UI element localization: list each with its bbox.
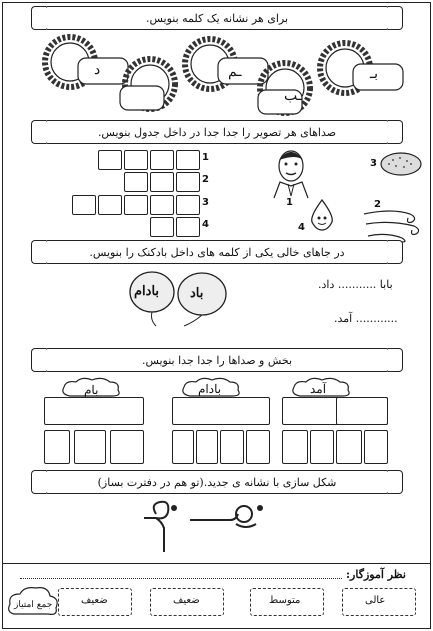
picture-number-3: 3 (370, 158, 377, 169)
rating-excellent-label: عالی (365, 595, 386, 606)
syllable-box[interactable] (336, 397, 388, 425)
picture-number-2: 2 (374, 199, 381, 210)
rating-average[interactable] (250, 588, 324, 616)
rating-excellent[interactable] (342, 588, 416, 616)
rating-weak-2-label: ضعیف (81, 595, 108, 606)
row-number-2: 2 (202, 174, 209, 185)
section1-title-text: برای هر نشانه یک کلمه بنویس. (145, 11, 289, 25)
score-badge-label: جمع امتیاز (14, 600, 53, 610)
section2-title (44, 120, 390, 144)
grid-cell[interactable] (124, 150, 148, 170)
sound-box[interactable] (44, 430, 70, 464)
grid-cell[interactable] (98, 195, 122, 215)
grid-cell[interactable] (72, 195, 96, 215)
rating-weak-2[interactable] (58, 588, 132, 616)
section2-title-text: صداهای هر تصویر را جدا جدا در داخل جدول بنویس. (97, 125, 337, 139)
sound-box[interactable] (172, 430, 194, 464)
section5-title (44, 470, 390, 494)
section4-title (44, 348, 390, 372)
syllable-box[interactable] (44, 397, 144, 425)
footer-divider (2, 563, 431, 564)
fill-line-1[interactable]: بابا ........... داد. (318, 278, 393, 291)
picture-number-4: 4 (298, 222, 305, 233)
letter-mim: ـم (228, 64, 242, 80)
grid-cell[interactable] (150, 195, 174, 215)
rating-weak[interactable] (150, 588, 224, 616)
letter-be-1: بـ (370, 66, 378, 82)
grid-cell[interactable] (124, 172, 148, 192)
sound-box[interactable] (364, 430, 388, 464)
sound-box[interactable] (196, 430, 218, 464)
bread-picture-icon (378, 150, 424, 178)
cloud-word-badam: بادام (198, 382, 222, 396)
sound-box[interactable] (282, 430, 308, 464)
section3-title-text: در جاهای خالی یکی از کلمه های داخل بادکنک را بنویس. (89, 245, 345, 259)
section3-title (44, 240, 390, 264)
grid-cell[interactable] (124, 195, 148, 215)
wind-picture-icon (362, 206, 424, 244)
picture-number-1: 1 (286, 197, 293, 208)
grid-cell[interactable] (98, 150, 122, 170)
sound-box[interactable] (110, 430, 144, 464)
rating-weak-label: ضعیف (173, 595, 200, 606)
cloud-word-bam: بام (84, 383, 99, 397)
grid-cell[interactable] (176, 195, 200, 215)
sound-box[interactable] (336, 430, 362, 464)
section1-title (44, 6, 390, 30)
sound-box[interactable] (310, 430, 334, 464)
grid-cell[interactable] (150, 150, 174, 170)
sound-box[interactable] (220, 430, 244, 464)
row-number-4: 4 (202, 219, 209, 230)
section5-title-text: شکل سازی با نشانه ی جدید.(تو هم در دفترت بساز) (97, 475, 337, 489)
drop-picture-icon (306, 198, 338, 232)
shape-letters-icon (140, 500, 280, 556)
grid-cell[interactable] (176, 217, 200, 237)
grid-cell[interactable] (176, 172, 200, 192)
row-number-1: 1 (202, 152, 209, 163)
letter-dal: د (94, 62, 101, 78)
fill-line-2[interactable]: ............ آمد. (334, 312, 398, 325)
grid-cell[interactable] (150, 172, 174, 192)
letter-be-2: ـب (284, 88, 302, 104)
teacher-comment-label: نظر آموزگار: (346, 568, 406, 581)
section4-title-text: بخش و صداها را جدا جدا بنویس. (141, 353, 293, 367)
cloud-word-amad: آمد (310, 382, 327, 396)
grid-cell[interactable] (176, 150, 200, 170)
sun-row (0, 28, 433, 116)
row-number-3: 3 (202, 197, 209, 208)
sound-box[interactable] (74, 430, 106, 464)
sound-box[interactable] (246, 430, 270, 464)
father-picture-icon (266, 146, 316, 200)
rating-average-label: متوسط (269, 595, 301, 606)
syllable-box[interactable] (172, 397, 270, 425)
teacher-comment-line[interactable] (20, 578, 342, 579)
balloon-word-badam: بادام (134, 284, 160, 299)
grid-cell[interactable] (150, 217, 174, 237)
balloon-word-bad: باد (190, 286, 204, 301)
